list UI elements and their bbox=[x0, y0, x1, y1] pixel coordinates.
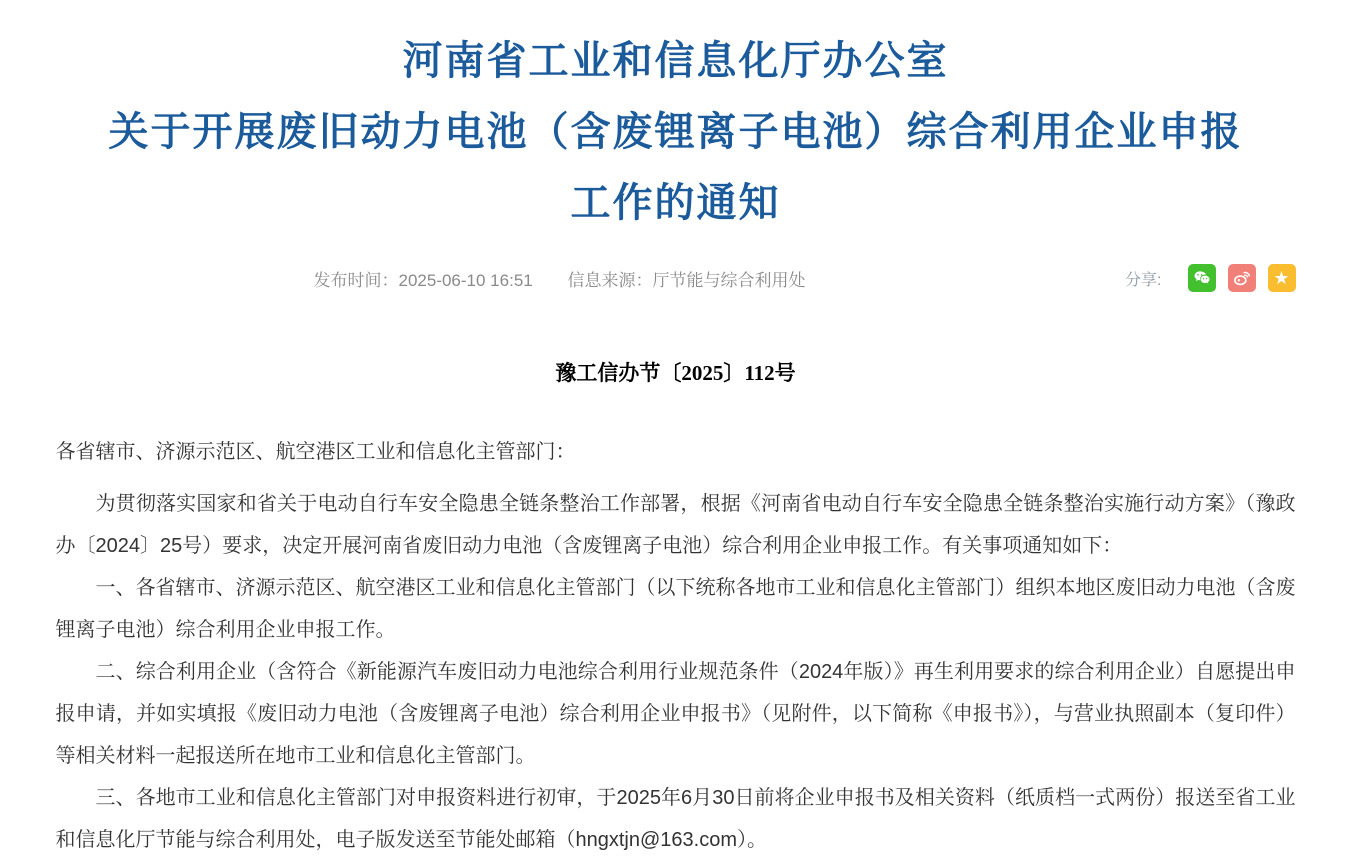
page-title-line-3: 工作的通知 bbox=[570, 181, 781, 225]
share-label: 分享: bbox=[1125, 271, 1162, 289]
info-source bbox=[567, 271, 805, 290]
publish-time-value: 2025-06-10 16:51 bbox=[398, 270, 533, 290]
paragraph-item-2: 二、综合利用企业（含符合《新能源汽车废旧动力电池综合利用行业规范条件（2024年版）》再生利用要求的综合利用企业）自愿提出申报申请，并如实填报《废旧动力电池（含废锂离子电池）综合利用企业申报书》（见附件，以下简称《申报书》），与营业执照副本（复印件）等相关材料一起报送所在地市工业和信息化主管部门。 bbox=[55, 661, 1296, 767]
share-bar bbox=[1125, 264, 1295, 292]
publish-info bbox=[314, 266, 836, 291]
wechat-icon bbox=[1192, 268, 1212, 288]
paragraph-item-1: 一、各省辖市、济源示范区、航空港区工业和信息化主管部门（以下统称各地市工业和信息化主管部门）组织本地区废旧动力电池（含废锂离子电池）综合利用企业申报工作。 bbox=[55, 577, 1296, 641]
notice-page bbox=[0, 26, 1351, 861]
info-source-label: 信息来源： bbox=[567, 270, 653, 290]
document-number: 豫工信办节〔2025〕112号 bbox=[555, 361, 796, 385]
paragraph-item-3: 三、各地市工业和信息化主管部门对申报资料进行初审，于2025年6月30日前将企业申报书及相关资料（纸质档一式两份）报送至省工业和信息化厅节能与综合利用处，电子版发送至节能处邮箱（hngxtjn@163.com）。 bbox=[55, 787, 1296, 851]
page-title-line-2: 关于开展废旧动力电池（含废锂离子电池）综合利用企业申报 bbox=[108, 110, 1243, 154]
share-favorite-button[interactable] bbox=[1268, 264, 1296, 292]
paragraph-intro: 为贯彻落实国家和省关于电动自行车安全隐患全链条整治工作部署，根据《河南省电动自行车安全隐患全链条整治实施行动方案》（豫政办〔2024〕25号）要求，决定开展河南省废旧动力电池（含废锂离子电池）综合利用企业申报工作。有关事项通知如下： bbox=[55, 493, 1296, 557]
share-weibo-button[interactable] bbox=[1228, 264, 1256, 292]
article-body bbox=[56, 431, 1296, 861]
publish-time-label: 发布时间： bbox=[313, 270, 399, 290]
info-source-value: 厅节能与综合利用处 bbox=[652, 270, 806, 290]
page-title-line-1: 河南省工业和信息化厅办公室 bbox=[402, 39, 949, 83]
weibo-icon bbox=[1232, 268, 1252, 288]
share-wechat-button[interactable] bbox=[1188, 264, 1216, 292]
salutation: 各省辖市、济源示范区、航空港区工业和信息化主管部门： bbox=[55, 441, 576, 463]
meta-bar bbox=[56, 255, 1296, 301]
publish-time bbox=[314, 271, 533, 290]
favorite-star-icon: ★ bbox=[1273, 268, 1290, 288]
page-title bbox=[83, 26, 1268, 239]
